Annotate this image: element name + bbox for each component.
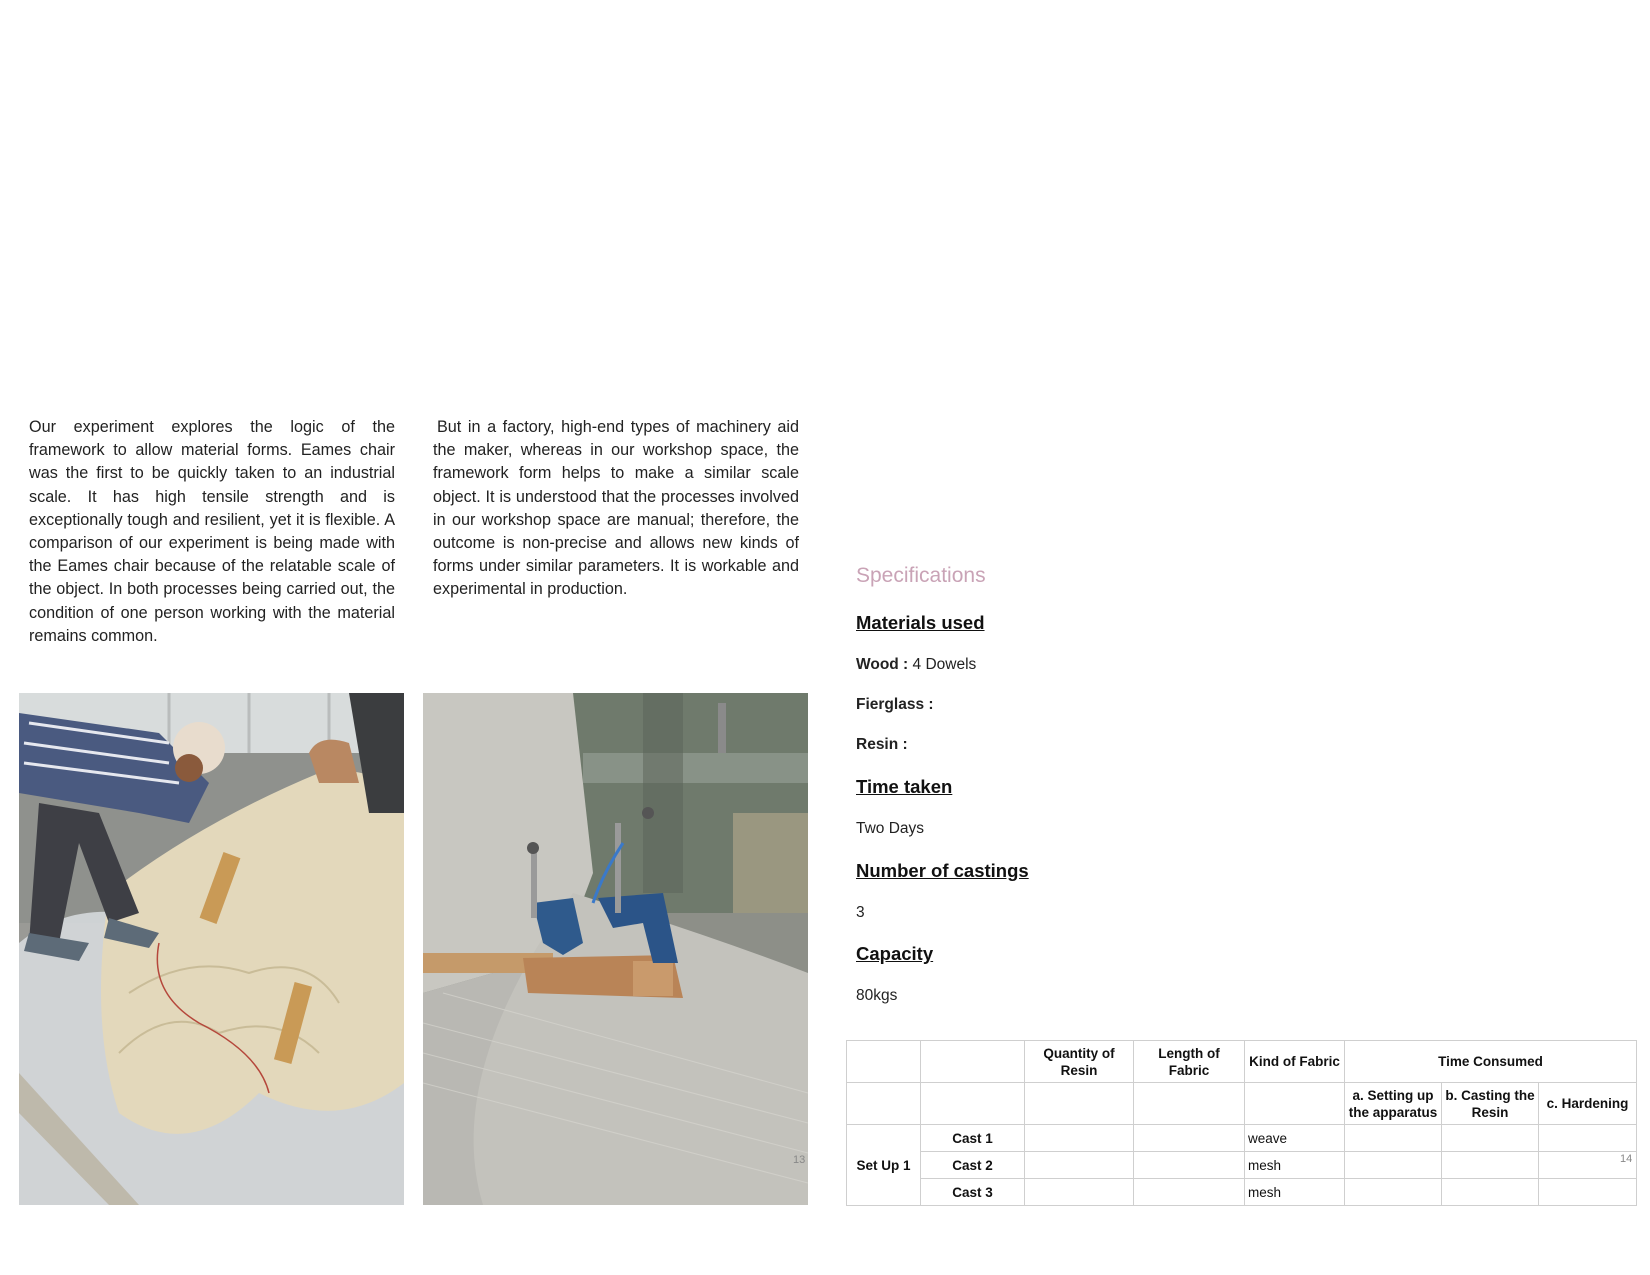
cast-label: Cast 3: [921, 1179, 1025, 1206]
table-row: [847, 1179, 1637, 1206]
casting-table: [846, 1040, 1637, 1206]
header-hardening: c. Hardening: [1539, 1083, 1637, 1125]
table-cell: [921, 1083, 1025, 1125]
table-cell: [1025, 1179, 1134, 1206]
workshop-photo-clamps: [423, 693, 808, 1205]
cast-label: Cast 1: [921, 1125, 1025, 1152]
table-cell: [1025, 1125, 1134, 1152]
specifications-title: Specifications: [856, 564, 986, 587]
fiberglass-label: Fierglass :: [856, 696, 934, 713]
capacity-heading: Capacity: [856, 943, 934, 964]
table-cell: [1345, 1152, 1442, 1179]
header-length-of-fabric: Length of Fabric: [1134, 1041, 1245, 1083]
table-row: [847, 1125, 1637, 1152]
header-casting-resin: b. Casting the Resin: [1442, 1083, 1539, 1125]
fabric-kind: mesh: [1245, 1179, 1345, 1206]
table-cell: [1442, 1125, 1539, 1152]
header-kind-of-fabric: Kind of Fabric: [1245, 1041, 1345, 1083]
table-cell: [1245, 1083, 1345, 1125]
time-taken-heading: Time taken: [856, 776, 953, 797]
fiberglass-spec: [856, 696, 934, 714]
table-cell: [1345, 1125, 1442, 1152]
number-of-castings-value: 3: [856, 904, 865, 921]
table-cell: [1442, 1179, 1539, 1206]
table-header-row-2: [847, 1083, 1637, 1125]
table-cell: [1134, 1152, 1245, 1179]
table-cell: [1539, 1179, 1637, 1206]
table-cell: [1134, 1179, 1245, 1206]
header-quantity-of-resin: Quantity of Resin: [1025, 1041, 1134, 1083]
table-cell: [1539, 1125, 1637, 1152]
capacity-value: 80kgs: [856, 987, 898, 1004]
number-of-castings-heading: Number of castings: [856, 860, 1029, 881]
table-cell: [1442, 1152, 1539, 1179]
body-paragraph-2: But in a factory, high-end types of machinery aid the maker, whereas in our workshop space, the framework form helps to make a similar scale object. It is understood that the processes involved in our workshop space are manual; therefore, the outcome is non-precise and allows new kinds of forms under similar parameters. It is workable and experimental in production.: [433, 418, 799, 599]
page-number-right: 14: [1620, 1153, 1633, 1165]
table-cell: [847, 1083, 921, 1125]
table-cell: [1134, 1125, 1245, 1152]
body-paragraph-1: Our experiment explores the logic of the framework to allow material forms. Eames chair was the first to be quickly taken to an industrial scale. It has high tensile strength and is exceptionally tough and resilient, yet it is flexible. A comparison of our experiment is being made with the Eames chair because of the relatable scale of the object. In both processes being carried out, the condition of one person working with the material remains common.: [29, 418, 395, 645]
workshop-photo-fiberglass-sheet: [19, 693, 404, 1205]
fabric-kind: weave: [1245, 1125, 1345, 1152]
table-row: [847, 1152, 1637, 1179]
table-cell: [1025, 1152, 1134, 1179]
wood-label: Wood :: [856, 656, 909, 673]
wood-spec: [856, 656, 976, 674]
fabric-kind: mesh: [1245, 1152, 1345, 1179]
cast-label: Cast 2: [921, 1152, 1025, 1179]
setup-label: Set Up 1: [847, 1125, 921, 1206]
header-time-consumed: Time Consumed: [1345, 1041, 1637, 1083]
table-cell: [1025, 1083, 1134, 1125]
resin-spec: [856, 736, 908, 754]
table-cell: [1345, 1179, 1442, 1206]
table-cell: [921, 1041, 1025, 1083]
resin-label: Resin :: [856, 736, 908, 753]
table-cell: [1134, 1083, 1245, 1125]
wood-value: 4 Dowels: [912, 656, 977, 673]
header-setting-up: a. Setting up the apparatus: [1345, 1083, 1442, 1125]
table-header-row-1: [847, 1041, 1637, 1083]
materials-used-heading: Materials used: [856, 612, 985, 633]
table-cell: [847, 1041, 921, 1083]
page-number-left: 13: [793, 1154, 806, 1166]
time-taken-value: Two Days: [856, 820, 925, 837]
